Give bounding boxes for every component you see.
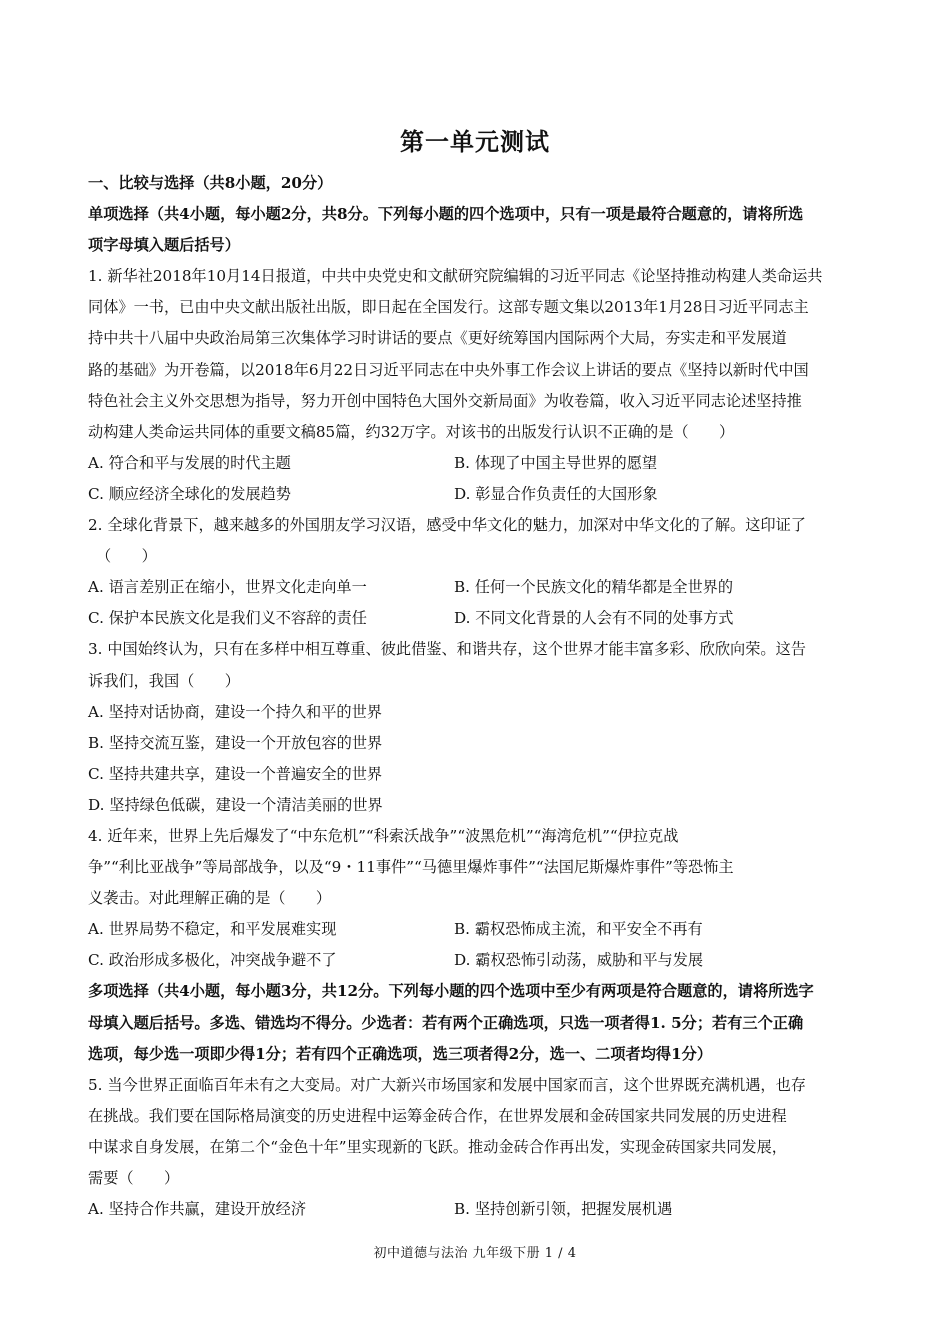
question-text-line: 5. 当今世界正面临百年未有之大变局。对广大新兴市场国家和发展中国家而言，这个世界既充满机遇，也存	[88, 1075, 806, 1094]
option-a: A. 世界局势不稳定，和平发展难实现	[88, 920, 337, 939]
question-text-line: 需要（ ）	[88, 1169, 180, 1187]
question-text-line: 中谋求自身发展，在第二个“金色十年”里实现新的飞跃。推动金砖合作再出发，实现金砖国家共同发展，	[88, 1137, 787, 1156]
question-text-line: 特色社会主义外交思想为指导，努力开创中国特色大国外交新局面》为收卷篇，收入习近平同志论述坚持推	[88, 391, 802, 410]
question-text-line: 动构建人类命运共同体的重要文稿85篇，约32万字。对该书的出版发行认识不正确的是（ ）	[88, 422, 735, 441]
question-5	[88, 1070, 866, 1225]
option-row	[88, 448, 866, 479]
multi-choice-instruction-line: 选项，每少选一项即少得1分；若有四个正确选项，选三项者得2分，选一、二项者均得1分）	[88, 1044, 713, 1063]
option-d: D. 彰显合作负责任的大国形象	[454, 484, 658, 503]
option-a: A. 坚持对话协商，建设一个持久和平的世界	[88, 702, 382, 721]
option-b: B. 任何一个民族文化的精华都是全世界的	[454, 578, 734, 597]
question-text-line: 义袭击。对此理解正确的是（ ）	[88, 889, 331, 908]
option-a: A. 语言差别正在缩小，世界文化走向单一	[88, 578, 367, 597]
option-a: A. 符合和平与发展的时代主题	[88, 453, 291, 472]
question-3	[88, 634, 866, 821]
single-choice-instruction-line: 项字母填入题后括号）	[88, 236, 240, 255]
exam-content	[88, 168, 866, 1225]
page-title: 第一单元测试	[400, 127, 550, 156]
question-2	[88, 510, 866, 634]
option-row	[88, 479, 866, 510]
option-c: C. 坚持共建共享，建设一个普遍安全的世界	[88, 764, 383, 783]
question-4	[88, 821, 866, 976]
option-c: C. 政治形成多极化，冲突战争避不了	[88, 951, 337, 970]
option-b: B. 坚持创新引领，把握发展机遇	[454, 1200, 673, 1219]
option-row	[88, 603, 866, 634]
option-b: B. 坚持交流互鉴，建设一个开放包容的世界	[88, 733, 383, 752]
multi-choice-instruction-line: 多项选择（共4小题，每小题3分，共12分。下列每小题的四个选项中至少有两项是符合题意的，请将所选字	[88, 982, 814, 1001]
multi-choice-instruction-line: 母填入题后括号。多选、错选均不得分。少选者：若有两个正确选项，只选一项者得1. 5分；若有三个正确	[88, 1013, 804, 1032]
question-text-line: 诉我们，我国（ ）	[88, 671, 240, 690]
option-c: C. 保护本民族文化是我们义不容辞的责任	[88, 609, 367, 628]
option-row	[88, 914, 866, 945]
question-text-line: 在挑战。我们要在国际格局演变的历史进程中运筹金砖合作，在世界发展和金砖国家共同发展的历史进程	[88, 1106, 787, 1125]
question-text-line: 同体》一书，已由中央文献出版社出版，即日起在全国发行。这部专题文集以2013年1月28日习近平同志主	[88, 298, 809, 317]
option-c: C. 顺应经济全球化的发展趋势	[88, 484, 291, 503]
option-a: A. 坚持合作共赢，建设开放经济	[88, 1200, 307, 1219]
question-text-line: 2. 全球化背景下，越来越多的外国朋友学习汉语，感受中华文化的魅力，加深对中华文化的了解。这印证了	[88, 516, 806, 535]
option-b: B. 霸权恐怖成主流，和平安全不再有	[454, 920, 703, 939]
question-text-line: 争”“利比亚战争”等局部战争，以及“9・11事件”“马德里爆炸事件”“法国尼斯爆炸事件”等恐怖主	[88, 858, 734, 877]
question-text-line: （ ）	[96, 547, 157, 566]
option-b: B. 体现了中国主导世界的愿望	[454, 453, 658, 472]
question-1	[88, 261, 866, 510]
option-row	[88, 945, 866, 976]
question-text-line: 持中共十八届中央政治局第三次集体学习时讲话的要点《更好统筹国内国际两个大局，夯实走和平发展道	[88, 329, 787, 348]
question-text-line: 1. 新华社2018年10月14日报道，中共中央党史和文献研究院编辑的习近平同志《论坚持推动构建人类命运共	[88, 267, 823, 286]
question-text-line: 3. 中国始终认为，只有在多样中相互尊重、彼此借鉴、和谐共存，这个世界才能丰富多彩、欣欣向荣。这告	[88, 640, 806, 659]
option-d: D. 不同文化背景的人会有不同的处事方式	[454, 609, 734, 628]
single-choice-instruction-line: 单项选择（共4小题，每小题2分，共8分。下列每小题的四个选项中，只有一项是最符合题意的，请将所选	[88, 205, 804, 224]
option-d: D. 坚持绿色低碳，建设一个清洁美丽的世界	[88, 795, 383, 814]
option-row	[88, 572, 866, 603]
section-heading: 一、比较与选择（共8小题，20分）	[88, 174, 333, 192]
question-text-line: 路的基础》为开卷篇，以2018年6月22日习近平同志在中央外事工作会议上讲话的要点《坚持以新时代中国	[88, 360, 809, 379]
question-text-line: 4. 近年来，世界上先后爆发了“中东危机”“科索沃战争”“波黑危机”“海湾危机”“伊拉克战	[88, 826, 679, 845]
page-footer: 初中道德与法治 九年级下册 1 / 4	[373, 1246, 577, 1261]
option-d: D. 霸权恐怖引动荡，威胁和平与发展	[454, 951, 704, 970]
option-row	[88, 1194, 866, 1225]
